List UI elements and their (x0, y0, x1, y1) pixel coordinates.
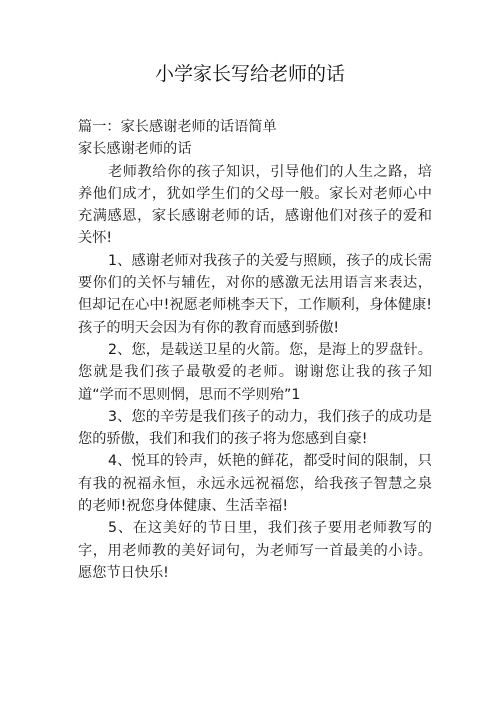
paragraph-item-2: 2、您，是载送卫星的火箭。您，是海上的罗盘针。您就是我们孩子最敬爱的老师。谢谢您让我的孩子知道“学而不思则惘，思而不学则殆”1 (78, 341, 432, 403)
paragraph-item-5: 5、在这美好的节日里，我们孩子要用老师教写的字，用老师教的美好词句，为老师写一首最美的小诗。愿您节日快乐! (78, 520, 432, 581)
subheading: 家长感谢老师的话 (78, 141, 192, 158)
paragraph-item-4: 4、悦耳的铃声，妖艳的鲜花，都受时间的限制，只有我的祝福永恒，永远永远祝福您，给我孩子智慧之泉的老师!祝您身体健康、生活幸福! (78, 453, 432, 515)
document-title: 小学家长写给老师的话 (154, 63, 345, 85)
paragraph-item-1: 1、感谢老师对我孩子的关爱与照顾，孩子的成长需要你们的关怀与辅佐，对你的感激无法用语言来表达，但却记在心中!祝愿老师桃李天下，工作顺利，身体健康!孩子的明天会因为有你的教育而感到骄傲! (78, 252, 432, 336)
paragraph-intro: 老师教给你的孩子知识，引导他们的人生之路，培养他们成才，犹如学生们的父母一般。家长对老师心中充满感恩，家长感谢老师的话，感谢他们对孩子的爱和关怀! (78, 163, 432, 247)
paragraph-item-3: 3、您的辛劳是我们孩子的动力，我们孩子的成功是您的骄傲，我们和我们的孩子将为您感到自豪! (78, 408, 432, 448)
section-heading: 篇一：家长感谢老师的话语简单 (78, 119, 277, 135)
document-body (78, 116, 432, 584)
